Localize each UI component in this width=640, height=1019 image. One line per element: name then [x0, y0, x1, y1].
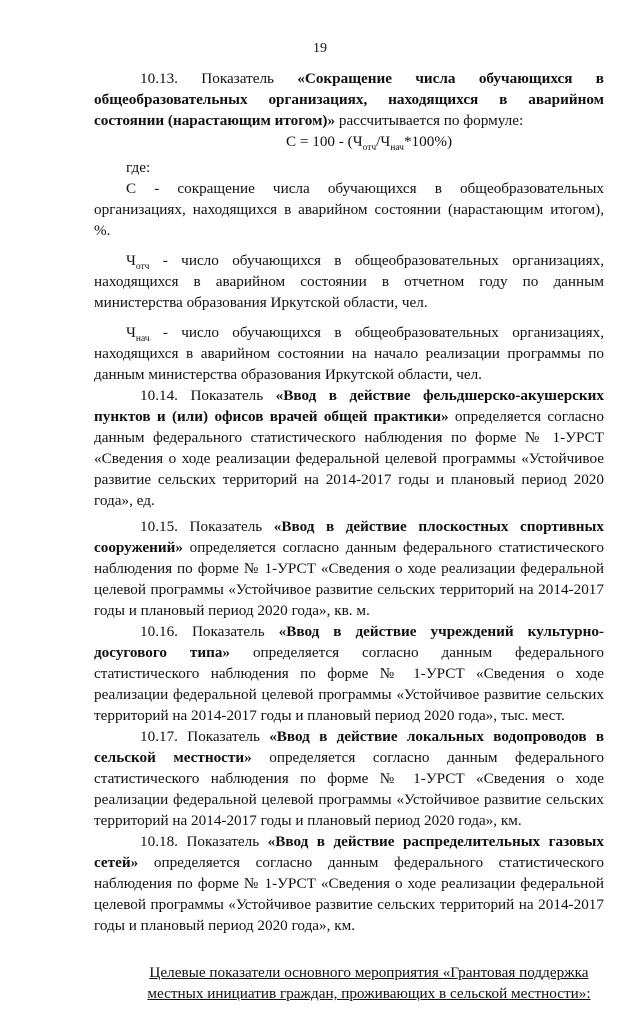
indicator-title: «Сокращение числа обучающихся в общеобразовательных организациях, находящихся в аварийном состоянии (нарастающим итогом)»: [94, 70, 604, 129]
definition-ch-nach: $Ч_{нач}$ - число обучающихся в общеобразовательных организациях, находящихся в аварийном состоянии на начало реализации программы по данным министерства образования Иркутской области, чел.: [94, 324, 604, 383]
paragraph-text: рассчитывается по формуле:: [338, 112, 524, 129]
formula: $С = 100 - (Ч_{отч}/Ч_{нач}*100\%)$: [285, 133, 453, 154]
paragraph-10-15: 10.15. Показатель «Ввод в действие плоскостных спортивных сооружений» определяется согласно данным федерального статистического наблюдения по форме № 1-УРСТ «Сведения о ходе реализации федеральной целевой программы «Устойчивое развитие сельских территорий на 2014-2017 годы и плановый период 2020 года», кв. м.: [94, 518, 605, 619]
paragraph-10-18: 10.18. Показатель «Ввод в действие распределительных газовых сетей» определяется согласно данным федерального статистического наблюдения по форме № 1-УРСТ «Сведения о ходе реализации федеральной целевой программы «Устойчивое развитие сельских территорий на 2014-2017 годы и плановый период 2020 года», км.: [94, 833, 605, 934]
page-number: 19: [313, 41, 327, 56]
paragraph-10-17: 10.17. Показатель «Ввод в действие локальных водопроводов в сельской местности» определяется согласно данным федерального статистического наблюдения по форме № 1-УРСТ «Сведения о ходе реализации федеральной целевой программы «Устойчивое развитие сельских территорий на 2014-2017 годы и плановый период 2020 года», км.: [94, 728, 605, 829]
paragraph-10-16: 10.16. Показатель «Ввод в действие учреждений культурно-досугового типа» определяется согласно данным федерального статистического наблюдения по форме № 1-УРСТ «Сведения о ходе реализации федеральной целевой программы «Устойчивое развитие сельских территорий на 2014-2017 годы и плановый период 2020 года», тыс. мест.: [94, 623, 604, 724]
definition-c: С - сокращение числа обучающихся в общеобразовательных организациях, находящихся в аварийном состоянии (нарастающим итогом), %.: [94, 180, 604, 239]
where-label: где:: [126, 159, 151, 176]
item-number: 10.13. Показатель: [140, 70, 274, 87]
section-heading: Целевые показатели основного мероприятия «Грантовая поддержка местных инициатив граждан, проживающих в сельской местности»:: [147, 964, 591, 1002]
paragraph-10-13: [94, 68, 604, 131]
paragraph-10-14: 10.14. Показатель «Ввод в действие фельдшерско-акушерских пунктов и (или) офисов врачей общей практики» определяется согласно данным федерального статистического наблюдения по форме № 1-УРСТ «Сведения о ходе реализации федеральной целевой программы «Устойчивое развитие сельских территорий на 2014-2017 годы и плановый период 2020 года», ед.: [94, 387, 605, 509]
definition-ch-otch: $Ч_{отч}$ - число обучающихся в общеобразовательных организациях, находящихся в аварийном состоянии в отчетном году по данным министерства образования Иркутской области, чел.: [94, 252, 604, 311]
document-body: [94, 68, 604, 1019]
